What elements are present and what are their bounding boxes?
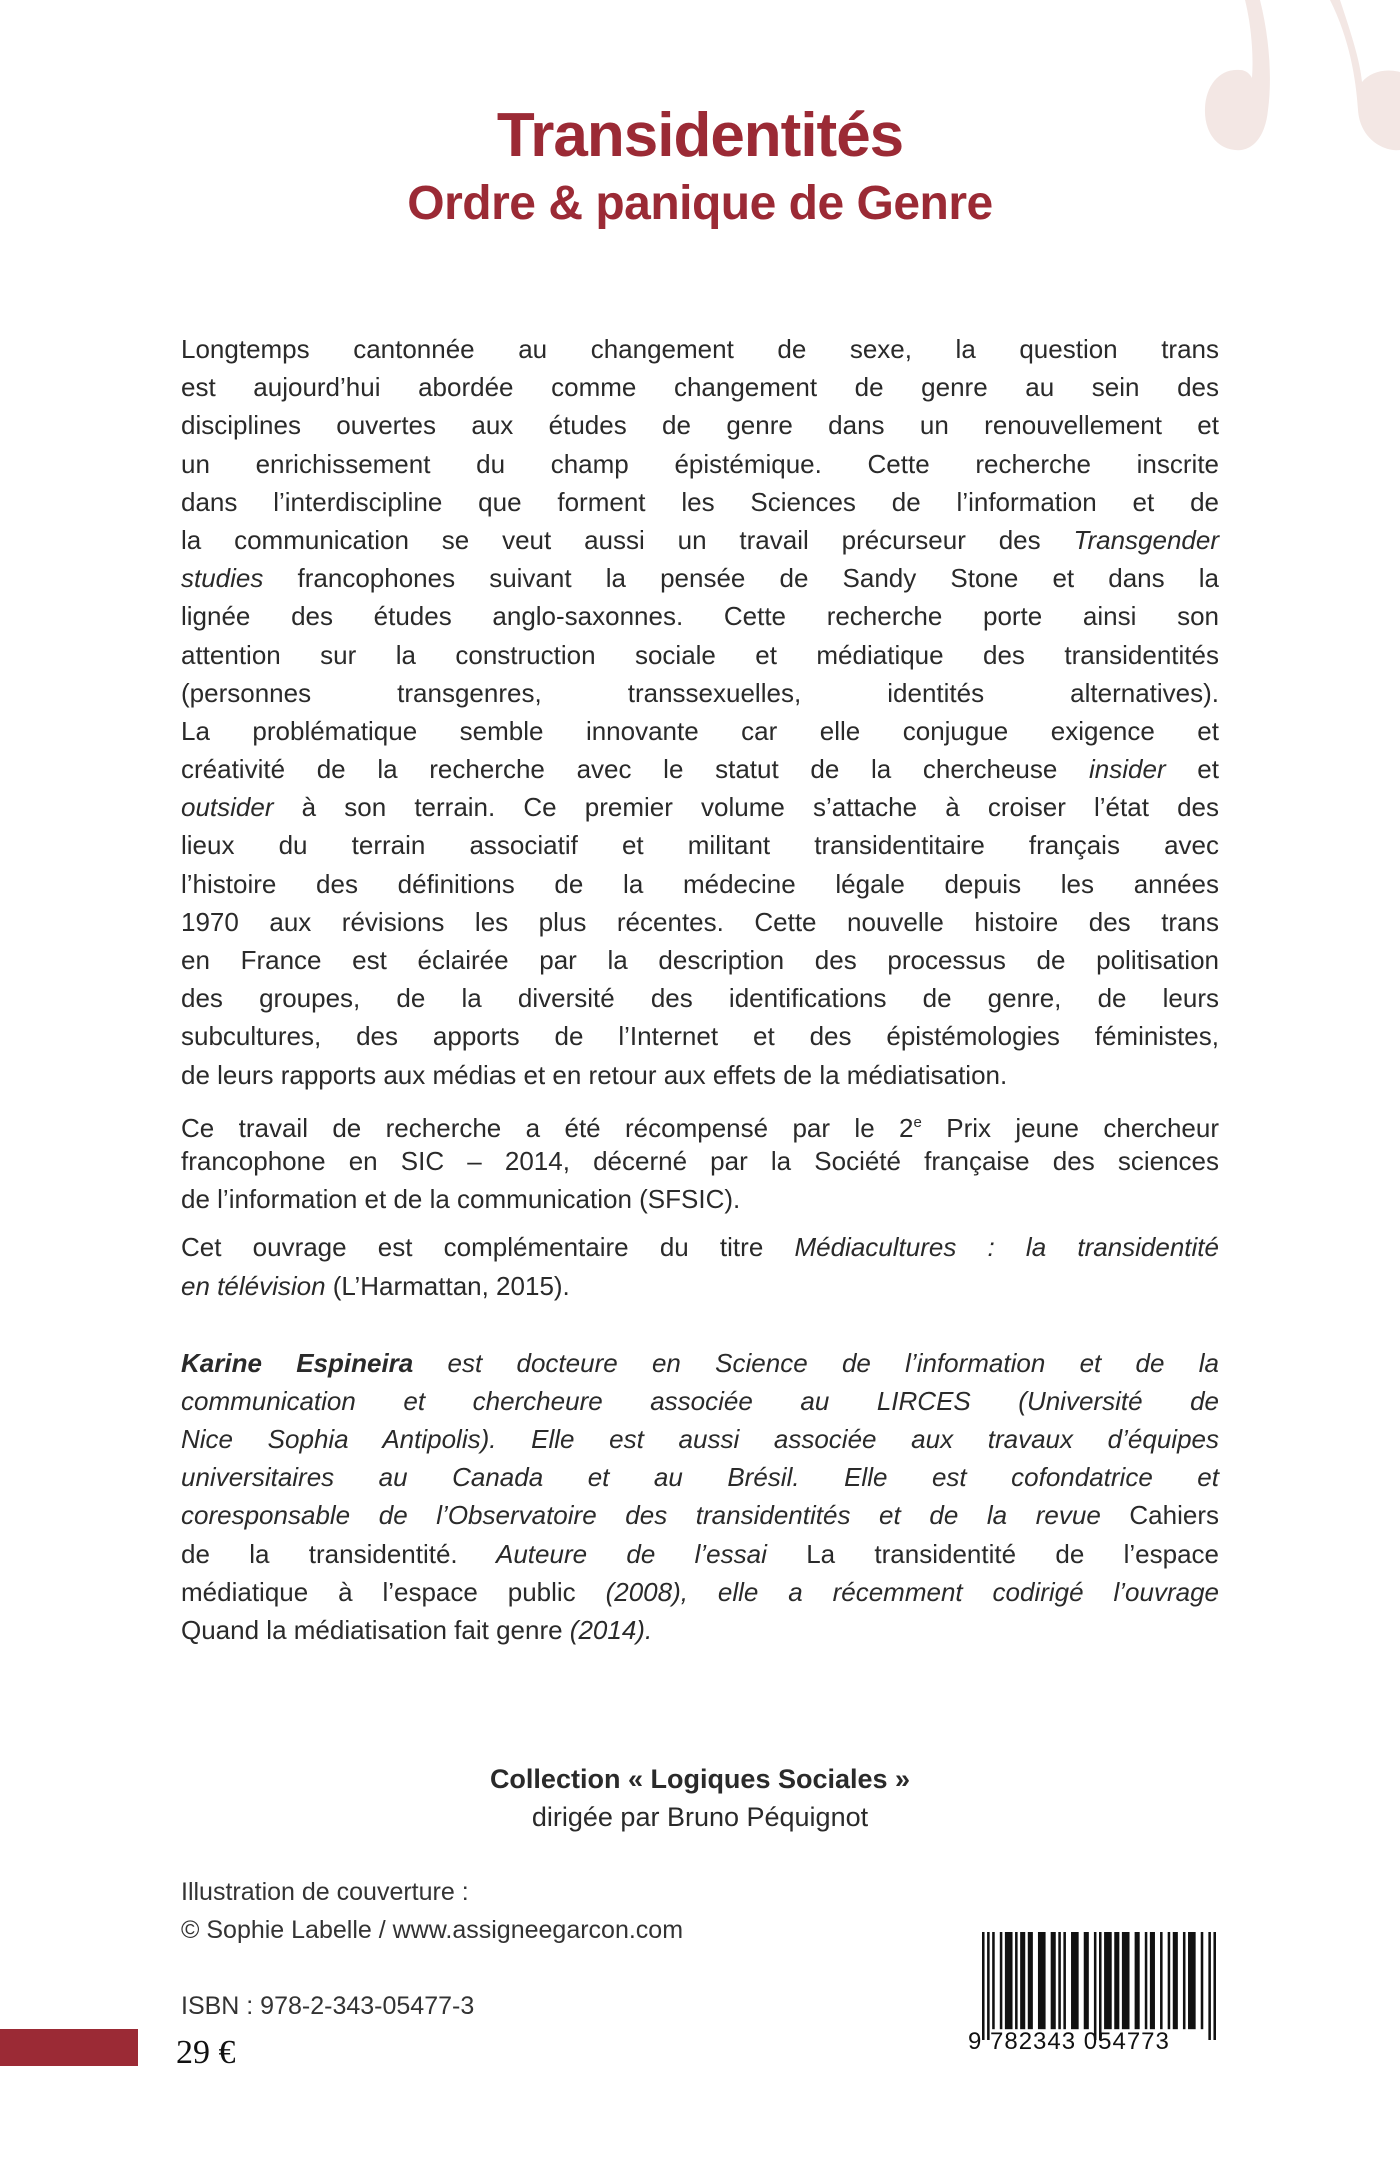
barcode-bar (1051, 1932, 1056, 2029)
text-line (181, 826, 1219, 864)
barcode-bar (1150, 1932, 1155, 2029)
barcode-bar (992, 1932, 995, 2029)
text-segment: médiatique à l’espace public (181, 1576, 576, 1607)
barcode-bar (1071, 1932, 1079, 2029)
text-segment: Longtemps cantonnée au changement de sexe, la question trans (181, 334, 1219, 364)
text-line (181, 406, 1219, 444)
text-segment: Nice Sophia Antipolis). Elle est aussi associée aux travaux d’équipes (181, 1424, 1219, 1455)
text-segment: et (1165, 754, 1219, 785)
text-line (181, 1382, 1219, 1420)
barcode-bar (1213, 1932, 1216, 2040)
barcode-bar (1020, 1932, 1025, 2029)
text-line (181, 521, 1219, 559)
text-segment: Prix jeune chercheur (921, 1112, 1219, 1143)
text-segment: la communication se veut aussi un travail précurseur des (181, 524, 1074, 555)
text-line (181, 1611, 1219, 1649)
barcode-bar (987, 1932, 990, 2040)
barcode-bar (1038, 1932, 1046, 2029)
text-segment: subcultures, des apports de l’Internet et des épistémologies féministes, (181, 1021, 1219, 1052)
author-bio-paragraph (181, 1344, 1219, 1650)
text-line (181, 865, 1219, 903)
price: 29 € (176, 2034, 236, 2071)
text-segment: en France est éclairée par la description des processus de politisation (181, 945, 1219, 975)
text-line (181, 1180, 1219, 1218)
text-segment: coresponsable de l’Observatoire des transidentités et de la revue (181, 1500, 1130, 1531)
text-segment: francophones suivant la pensée de Sandy Stone et dans la (263, 563, 1219, 594)
text-line (181, 1535, 1219, 1573)
text-line (181, 445, 1219, 483)
text-line (181, 559, 1219, 597)
text-segment: Cahiers (1129, 1500, 1219, 1531)
text-segment: un enrichissement du champ épistémique. Cette recherche inscrite (181, 448, 1219, 479)
barcode-bar (1135, 1932, 1140, 2029)
text-segment: est aujourd’hui abordée comme changement de genre au sein des (181, 372, 1219, 403)
barcode-bar (1058, 1932, 1061, 2029)
text-line (181, 1104, 1219, 1142)
text-segment: francophone en SIC – 2014, décerné par la Société française des sciences (181, 1145, 1219, 1176)
text-line (181, 368, 1219, 406)
text-segment: des groupes, de la diversité des identifications de genre, de leurs (181, 983, 1219, 1014)
text-line (181, 1142, 1219, 1180)
collection-name: Collection « Logiques Sociales » (489, 1764, 911, 1794)
text-segment: Transgender (1073, 524, 1219, 555)
text-segment: créativité de la recherche avec le statut de la chercheuse (181, 754, 1090, 785)
text-segment: disciplines ouvertes aux études de genre dans un renouvellement et (181, 410, 1219, 441)
text-segment: (2014). (562, 1615, 653, 1645)
text-segment: lieux du terrain associatif et militant transidentitaire français avec (181, 830, 1219, 861)
text-segment: en télévision (181, 1270, 326, 1301)
blurb-paragraph (181, 1228, 1219, 1304)
text-segment: (personnes transgenres, transsexuelles, identités alternatives). (181, 677, 1219, 708)
text-line (181, 903, 1219, 941)
text-line (181, 712, 1219, 750)
text-line (181, 1017, 1219, 1055)
text-segment: à son terrain. Ce premier volume s’attache à croiser l’état des (273, 792, 1219, 823)
text-line (181, 483, 1219, 521)
barcode-bar (1188, 1932, 1196, 2029)
text-segment: 1970 aux révisions les plus récentes. Cette nouvelle histoire des trans (181, 906, 1219, 937)
text-segment: est docteure en Science de l’information et de la (413, 1347, 1219, 1378)
barcode-bar (1015, 1932, 1018, 2029)
illustration-credit-label: Illustration de couverture : (181, 1878, 469, 1906)
text-line (181, 1496, 1219, 1534)
barcode-bar (1114, 1932, 1119, 2029)
text-segment: Médiacultures : la transidentité (794, 1232, 1219, 1263)
barcode (968, 1928, 1218, 2060)
barcode-bar (1122, 1932, 1130, 2029)
text-line (181, 750, 1219, 788)
text-segment: attention sur la construction sociale et médiatique des transidentités (181, 639, 1219, 670)
text-line (181, 674, 1219, 712)
text-line (181, 1573, 1219, 1611)
text-segment: Quand la médiatisation fait genre (181, 1615, 563, 1645)
text-segment: de la transidentité. (181, 1538, 458, 1569)
isbn: ISBN : 978-2-343-05477-3 (181, 1992, 475, 2020)
barcode-bar (1084, 1932, 1089, 2029)
barcode-bar (1000, 1932, 1003, 2029)
barcode-bar (1104, 1932, 1112, 2029)
text-segment: de l’information et de la communication (SFSIC). (181, 1184, 741, 1215)
barcode-bar (982, 1932, 985, 2040)
text-line (181, 1228, 1219, 1266)
text-segment: dans l’interdiscipline que forment les Sciences de l’information et de (181, 486, 1219, 517)
text-segment: Cet ouvrage est complémentaire du titre (181, 1232, 795, 1263)
text-segment: outsider (181, 792, 274, 823)
text-segment: Karine Espineira (181, 1347, 414, 1378)
barcode-bar (1145, 1932, 1148, 2029)
text-line (181, 788, 1219, 826)
barcode-bar (1005, 1932, 1013, 2029)
text-line (181, 1267, 1219, 1305)
text-line (181, 597, 1219, 635)
text-segment: (L’Harmattan, 2015). (325, 1270, 570, 1301)
barcode-bar (1028, 1932, 1033, 2029)
barcode-bar (1173, 1932, 1178, 2029)
blurb-paragraph (181, 330, 1219, 1094)
text-segment: Ce travail de recherche a été récompensé par le 2 (181, 1112, 914, 1143)
text-segment: Auteure de l’essai (457, 1538, 807, 1569)
text-line (181, 1458, 1219, 1496)
text-line (181, 330, 1219, 368)
book-subtitle: Ordre & panique de Genre (407, 177, 993, 230)
barcode-bar (1063, 1932, 1066, 2029)
text-segment: insider (1089, 754, 1166, 785)
barcode-bar (1160, 1932, 1163, 2029)
barcode-bar (1201, 1932, 1204, 2029)
blurb-paragraph (181, 1104, 1219, 1219)
text-segment: (2008), elle a récemment codirigé l’ouvrage (575, 1576, 1219, 1607)
blurb-text (181, 330, 1219, 1649)
text-line (181, 636, 1219, 674)
collection-info (0, 1764, 1400, 1833)
text-segment: studies (181, 563, 264, 594)
text-segment: La transidentité de l’espace (806, 1538, 1220, 1569)
text-line (181, 979, 1219, 1017)
text-segment: de leurs rapports aux médias et en retour aux effets de la médiatisation. (181, 1059, 1008, 1090)
text-line (181, 1344, 1219, 1382)
barcode-bar (1168, 1932, 1171, 2029)
text-segment: universitaires au Canada et au Brésil. Elle est cofondatrice et (181, 1462, 1219, 1493)
text-segment: communication et chercheure associée au LIRCES (Université de (181, 1385, 1219, 1416)
barcode-bars (982, 1932, 1216, 2040)
collection-director: dirigée par Bruno Péquignot (531, 1802, 869, 1832)
barcode-bar (1099, 1932, 1102, 2040)
text-segment: l’histoire des définitions de la médecine légale depuis les années (181, 868, 1219, 899)
accent-bar (0, 2029, 138, 2066)
text-segment: e (913, 1113, 922, 1131)
text-line (181, 941, 1219, 979)
book-title: Transidentités (496, 101, 904, 170)
barcode-bar (1094, 1932, 1097, 2040)
barcode-bar (1183, 1932, 1186, 2029)
text-line (181, 1056, 1219, 1094)
text-segment: La problématique semble innovante car elle conjugue exigence et (181, 715, 1219, 746)
illustration-credit: © Sophie Labelle / www.assigneegarcon.com (181, 1916, 684, 1944)
text-line (181, 1420, 1219, 1458)
barcode-bar (1208, 1932, 1211, 2040)
text-segment: lignée des études anglo-saxonnes. Cette recherche porte ainsi son (181, 601, 1219, 632)
barcode-digits: 9 782343 054773 (968, 2028, 1170, 2055)
